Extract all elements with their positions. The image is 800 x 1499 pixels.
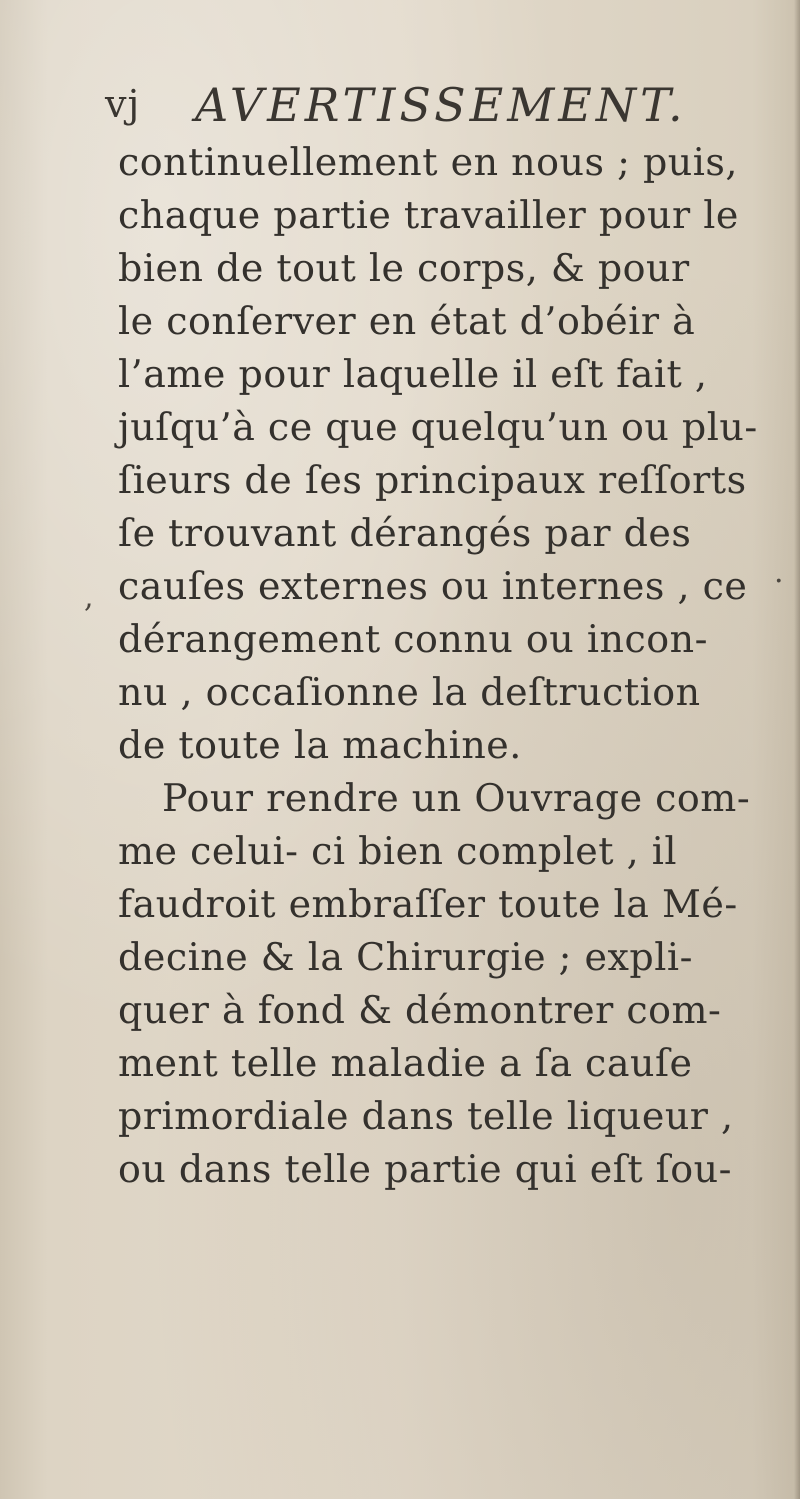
page-number: vj: [105, 82, 141, 126]
paragraph-first-line: Pour rendre un Ouvrage com-: [162, 776, 751, 820]
text-line: ſe trouvant dérangés par des: [118, 511, 692, 555]
running-head: [105, 78, 755, 138]
page-edge-shadow: [794, 0, 800, 1499]
text-line: ſieurs de ſes principaux reſſorts: [118, 458, 747, 502]
text-line: primordiale dans telle liqueur ,: [118, 1094, 734, 1138]
text-line: nu , occaſionne la deſtruction: [118, 670, 701, 714]
text-line: l’ame pour laquelle il eſt fait ,: [118, 352, 708, 396]
text-line: chaque partie travailler pour le: [118, 193, 739, 237]
text-line: ment telle maladie a ſa cauſe: [118, 1041, 693, 1085]
running-title: AVERTISSEMENT.: [195, 78, 687, 132]
text-line: continuellement en nous ; puis,: [118, 140, 738, 184]
text-line: ou dans telle partie qui eſt ſou-: [118, 1147, 732, 1191]
text-line: faudroit embraſſer toute la Mé-: [118, 882, 738, 926]
text-line: bien de tout le corps, & pour: [118, 246, 690, 290]
margin-comma: ,: [84, 580, 94, 615]
text-line: dérangement connu ou incon-: [118, 617, 708, 661]
text-line: decine & la Chirurgie ; expli-: [118, 935, 693, 979]
text-line: cauſes externes ou internes , ce: [118, 564, 748, 608]
text-line: quer à fond & démontrer com-: [118, 988, 722, 1032]
text-line: juſqu’à ce que quelqu’un ou plu-: [118, 405, 758, 449]
text-line: le conſerver en état d’obéir à: [118, 299, 696, 343]
margin-dot: .: [774, 555, 784, 590]
text-line: de toute la machine.: [118, 723, 522, 767]
text-line: me celui- ci bien complet , il: [118, 829, 678, 873]
